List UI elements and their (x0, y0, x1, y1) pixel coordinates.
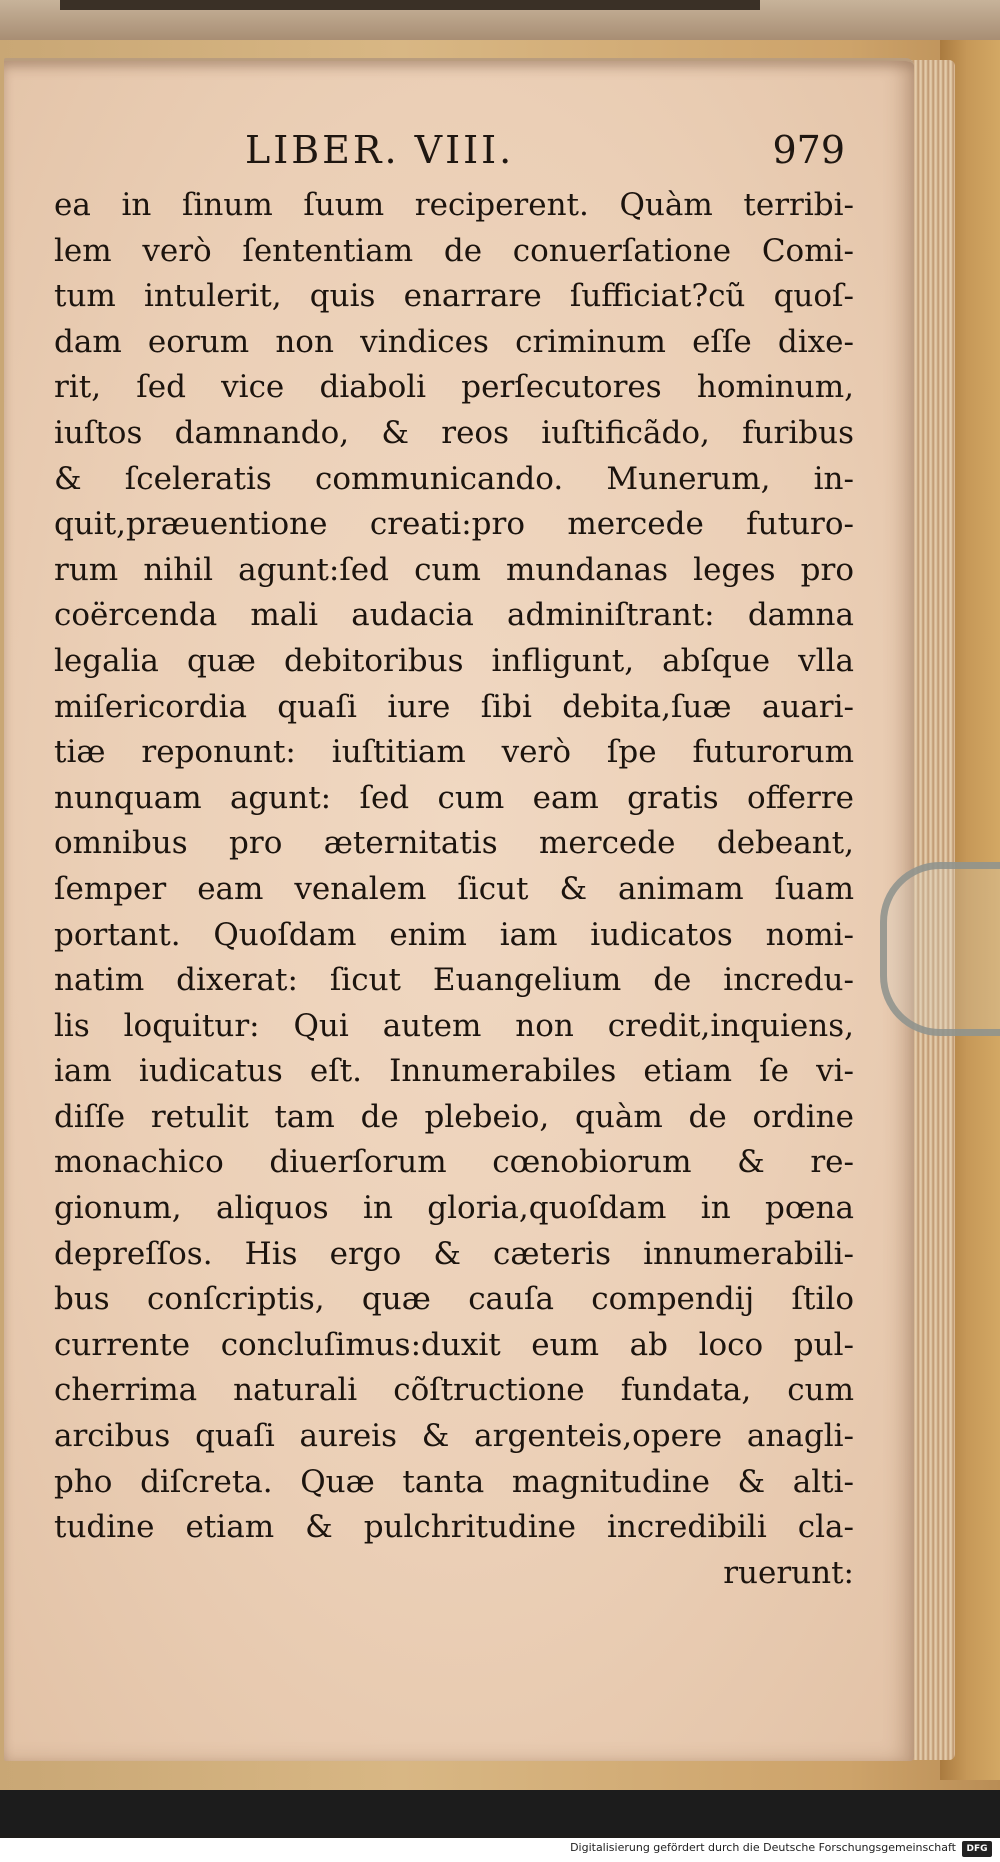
text-line: tudine etiam & pulchritudine incredibili cla- (54, 1509, 854, 1546)
text-line: & ſceleratis communicando. Munerum, in- (54, 460, 854, 497)
bottom-shadow (0, 1790, 1000, 1834)
text-line: cherrima naturali cõſtructione fundata, cum (54, 1372, 854, 1409)
page-header (245, 128, 845, 178)
text-line: dam eorum non vindices criminum eſſe dixe- (54, 323, 854, 360)
running-head: LIBER. VIII. (245, 128, 515, 172)
text-line: lem verò ſententiam de conuerſatione Comi- (54, 232, 854, 269)
body-text (54, 183, 854, 1596)
page-number: 979 (772, 128, 845, 172)
text-line: arcibus quaſi aureis & argenteis,opere anagli- (54, 1418, 854, 1455)
text-line: currente concluſimus:duxit eum ab loco pul- (54, 1326, 854, 1363)
text-line: iuſtos damnando, & reos iuſtificãdo, furibus (54, 414, 854, 451)
text-line: tum intulerit, quis enarrare ſufficiat?cũ quoſ- (54, 278, 854, 315)
text-line: natim dixerat: ſicut Euangelium de incredu- (54, 962, 854, 999)
dfg-logo-icon: DFG (962, 1841, 992, 1857)
text-line: lis loquitur: Qui autem non credit,inquiens, (54, 1007, 854, 1044)
text-line: quit,præuentione creati:pro mercede futuro- (54, 506, 854, 543)
text-line: rum nihil agunt:ſed cum mundanas leges pro (54, 551, 854, 588)
page-clip (880, 862, 1000, 1036)
text-line: bus conſcriptis, quæ cauſa compendij ſtilo (54, 1281, 854, 1318)
text-line: iam iudicatus eſt. Innumerabiles etiam ſe vi- (54, 1053, 854, 1090)
footer-credit: Digitalisierung gefördert durch die Deutsche Forschungsgemeinschaft (570, 1841, 956, 1854)
text-line: diſſe retulit tam de plebeio, quàm de ordine (54, 1098, 854, 1135)
text-line: gionum, aliquos in gloria,quoſdam in pœna (54, 1190, 854, 1227)
text-line: pho diſcreta. Quæ tanta magnitudine & alti- (54, 1463, 854, 1500)
text-line: tiæ reponunt: iuſtitiam verò ſpe futurorum (54, 734, 854, 771)
text-line: ſemper eam venalem ſicut & animam ſuam (54, 870, 854, 907)
text-line: ea in ſinum ſuum reciperent. Quàm terribi- (54, 187, 854, 223)
text-line: legalia quæ debitoribus infligunt, abſque vlla (54, 642, 854, 679)
text-line: rit, ſed vice diaboli perſecutores hominum, (54, 369, 854, 406)
text-line: ruerunt: (723, 1554, 854, 1591)
text-line: nunquam agunt: ſed cum eam gratis offerre (54, 779, 854, 816)
top-shadow (60, 0, 760, 10)
text-line: omnibus pro æternitatis mercede debeant, (54, 825, 854, 862)
text-line: depreſſos. His ergo & cæteris innumerabili- (54, 1235, 854, 1272)
text-line: monachico diuerſorum cœnobiorum & re- (54, 1144, 854, 1181)
footer-bar (0, 1838, 1000, 1862)
text-line: coërcenda mali audacia adminiſtrant: damna (54, 597, 854, 634)
text-line: portant. Quoſdam enim iam iudicatos nomi- (54, 916, 854, 953)
text-line: miſericordia quaſi iure ſibi debita,ſuæ auari- (54, 688, 854, 725)
